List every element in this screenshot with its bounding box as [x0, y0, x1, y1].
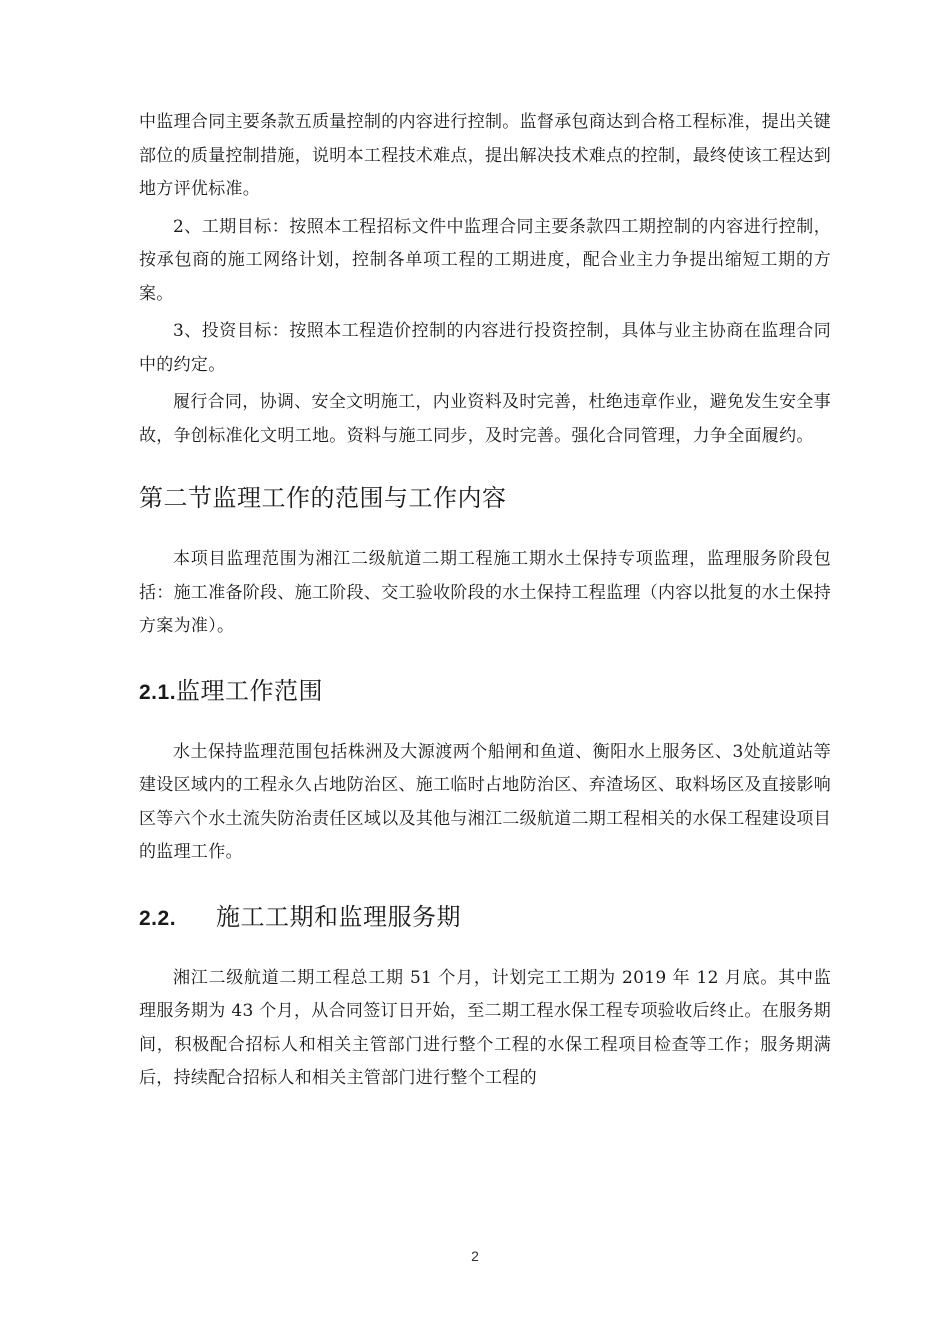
subheading-2-2 — [139, 900, 831, 936]
paragraph-contract-performance: 履行合同，协调、安全文明施工，内业资料及时完善，杜绝违章作业，避免发生安全事故，争创标准化文明工地。资料与施工同步，及时完善。强化合同管理，力争全面履约。 — [139, 392, 831, 446]
subheading-2-1 — [139, 674, 831, 710]
paragraph-supervision-scope: 水土保持监理范围包括株洲及大源渡两个船闸和鱼道、衡阳水上服务区、3处航道站等建设区域内的工程永久占地防治区、施工临时占地防治区、弃渣场区、取料场区及直接影响区等六个水土流失防治责任区域以及其他与湘江二级航道二期工程相关的水保工程建设项目的监理工作。 — [139, 741, 831, 862]
section-heading-scope: 第二节监理工作的范围与工作内容 — [139, 484, 507, 512]
paragraph-service-period: 湘江二级航道二期工程总工期 51 个月，计划完工工期为 2019 年 12 月底。其中监理服务期为 43 个月，从合同签订日开始，至二期工程水保工程专项验收后终止。在服务期间，积极配合招标人和相关主管部门进行整个工程的水保工程项目检查等工作；服务期满后，持续配合招标人和相关主管部门进行整个工程的 — [139, 967, 831, 1088]
subheading-number: 2.2. — [139, 906, 177, 930]
document-page — [139, 106, 831, 1100]
paragraph-schedule-target: 2、工期目标：按照本工程招标文件中监理合同主要条款四工期控制的内容进行控制，按承包商的施工网络计划，控制各单项工程的工期进度，配合业主力争提出缩短工期的方案。 — [139, 216, 831, 304]
subheading-number: 2.1. — [139, 680, 177, 704]
paragraph-investment-target: 3、投资目标：按照本工程造价控制的内容进行投资控制，具体与业主协商在监理合同中的约定。 — [139, 321, 831, 375]
paragraph-scope-intro: 本项目监理范围为湘江二级航道二期工程施工期水土保持专项监理，监理服务阶段包括：施工准备阶段、施工阶段、交工验收阶段的水土保持工程监理（内容以批复的水土保持方案为准）。 — [139, 549, 831, 636]
paragraph-quality-target: 中监理合同主要条款五质量控制的内容进行控制。监督承包商达到合格工程标准，提出关键部位的质量控制措施，说明本工程技术难点，提出解决技术难点的控制，最终使该工程达到地方评优标准。 — [139, 112, 831, 199]
page-number: 2 — [471, 1248, 479, 1264]
subheading-title: 施工工期和监理服务期 — [216, 902, 461, 931]
subheading-title: 监理工作范围 — [176, 676, 324, 705]
